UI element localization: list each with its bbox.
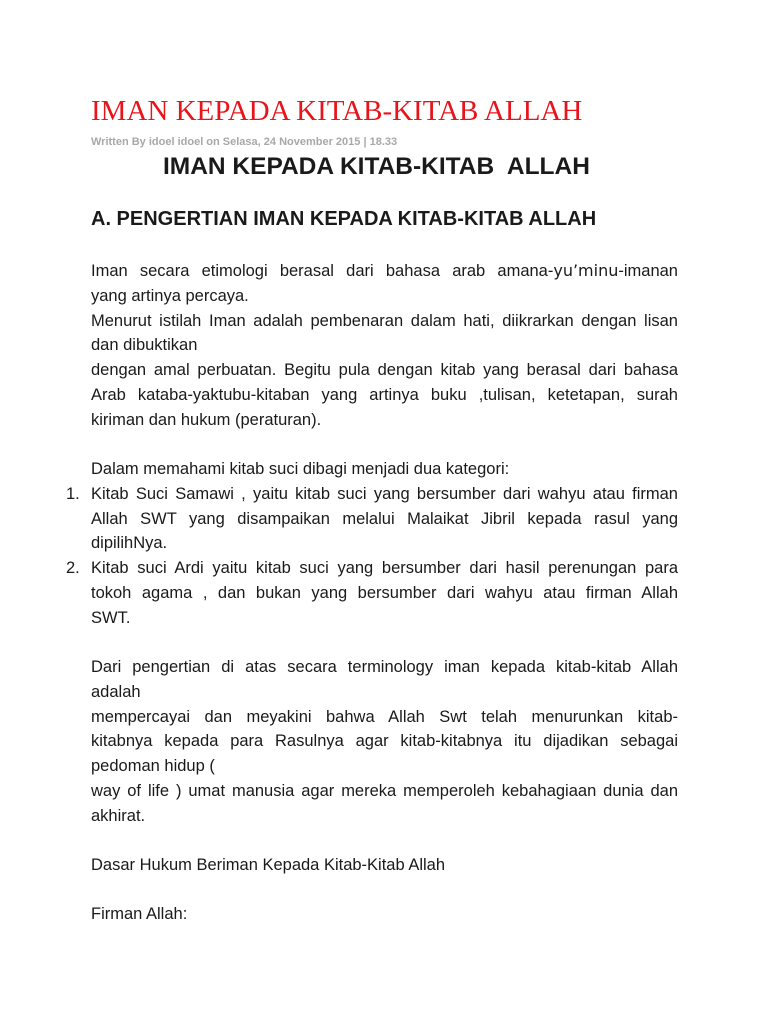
para3-line-3: mempercayai dan meyakini bahwa Allah Swt telah menurunkan kitab- bbox=[91, 708, 678, 726]
para1-line-4: dan dibuktikan bbox=[91, 336, 198, 354]
para3-line-7: akhirat. bbox=[91, 807, 146, 825]
para3-line-5: pedoman hidup ( bbox=[91, 757, 215, 775]
para1-line-7: kiriman dan hukum (peraturan). bbox=[91, 411, 322, 429]
list-item-2-line-3: SWT. bbox=[91, 609, 131, 627]
blog-post-title[interactable]: IMAN KEPADA KITAB-KITAB ALLAH bbox=[91, 95, 583, 127]
list-item-1-line-2: Allah SWT yang disampaikan melalui Malaikat Jibril kepada rasul yang bbox=[91, 510, 678, 528]
list-item-1-line-1: Kitab Suci Samawi , yaitu kitab suci yang bersumber dari wahyu atau firman bbox=[91, 485, 678, 503]
list-number-1: 1. bbox=[66, 485, 80, 503]
para1-line-1-end: -imanan bbox=[618, 262, 678, 280]
para1-line-3: Menurut istilah Iman adalah pembenaran dalam hati, diikrarkan dengan lisan bbox=[91, 312, 678, 330]
para3-line-1: Dari pengertian di atas secara terminology iman kepada kitab-kitab Allah bbox=[91, 658, 678, 676]
document-heading: IMAN KEPADA KITAB-KITAB ALLAH bbox=[163, 153, 590, 180]
categories-intro: Dalam memahami kitab suci dibagi menjadi dua kategori: bbox=[91, 460, 510, 478]
section-heading: A. PENGERTIAN IMAN KEPADA KITAB-KITAB ALLAH bbox=[91, 208, 597, 230]
para1-line-1 bbox=[91, 259, 678, 283]
dasar-hukum-heading: Dasar Hukum Beriman Kepada Kitab-Kitab Allah bbox=[91, 856, 446, 874]
list-item-2-line-1: Kitab suci Ardi yaitu kitab suci yang bersumber dari hasil perenungan para bbox=[91, 559, 678, 577]
para1-line-2: yang artinya percaya. bbox=[91, 287, 249, 305]
arabic-term: yu’minu bbox=[553, 261, 619, 280]
para1-line-5: dengan amal perbuatan. Begitu pula dengan kitab yang berasal dari bahasa bbox=[91, 361, 678, 379]
para3-line-6: way of life ) umat manusia agar mereka memperoleh kebahagiaan dunia dan bbox=[91, 782, 678, 800]
firman-allah-label: Firman Allah: bbox=[91, 905, 188, 923]
para3-line-4: kitabnya kepada para Rasulnya agar kitab-kitabnya itu dijadikan sebagai bbox=[91, 732, 678, 750]
list-item-2-line-2: tokoh agama , dan bukan yang bersumber dari wahyu atau firman Allah bbox=[91, 584, 678, 602]
list-item-1-line-3: dipilihNya. bbox=[91, 534, 168, 552]
para3-line-2: adalah bbox=[91, 683, 141, 701]
list-number-2: 2. bbox=[66, 559, 80, 577]
para1-line-6: Arab kataba-yaktubu-kitaban yang artinya buku ,tulisan, ketetapan, surah bbox=[91, 386, 678, 404]
post-byline: Written By idoel idoel on Selasa, 24 November 2015 | 18.33 bbox=[91, 136, 398, 148]
para1-line-1-text: Iman secara etimologi berasal dari bahasa arab amana- bbox=[91, 262, 554, 280]
